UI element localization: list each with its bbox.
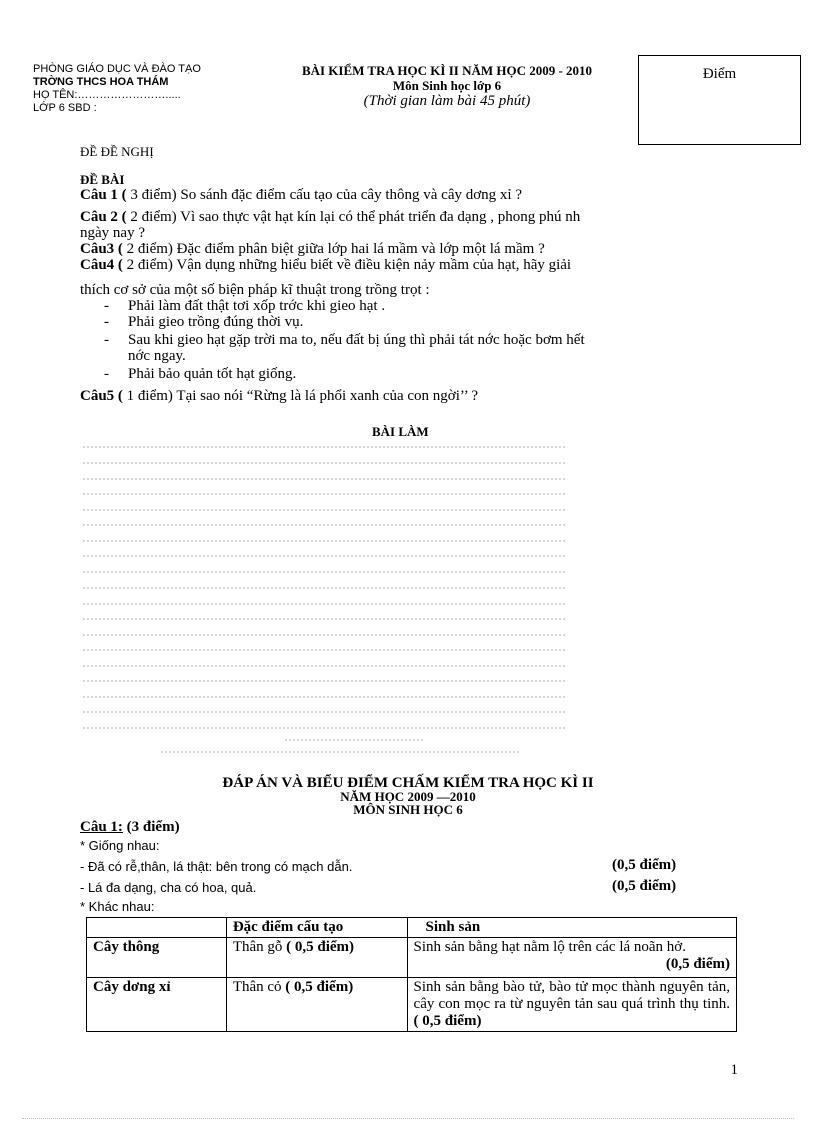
writing-line[interactable]: [82, 727, 566, 729]
score-label: Điểm: [702, 66, 737, 82]
q2-points: 2 điểm): [126, 209, 177, 225]
q1-text: So sánh đặc điểm cấu tạo của cây thông và cây dơng xỉ ?: [176, 187, 522, 203]
answer-q1-points: (3 điểm): [122, 819, 180, 835]
footer-divider: [22, 1118, 794, 1119]
question-1: [80, 187, 522, 203]
table-header-cell: Đặc điểm cấu tạo: [226, 918, 407, 938]
writing-line[interactable]: [82, 665, 566, 667]
writing-line[interactable]: [82, 649, 566, 651]
bullet-item: - Sau khi gieo hạt gặp trời ma to, nếu đất bị úng thì phải tát nớc hoặc bơm hết: [104, 332, 585, 348]
structure-cell: Thân gỗ ( 0,5 điểm): [226, 938, 407, 978]
table-header-cell: [87, 918, 227, 938]
table-header-cell: Sinh sản: [407, 918, 736, 938]
writing-line[interactable]: [82, 696, 566, 698]
question-2-cont: ngày nay ?: [80, 225, 145, 241]
writing-line[interactable]: [82, 571, 566, 573]
answer-q1-label: Câu 1:: [80, 819, 123, 835]
bullet-item-cont: nớc ngay.: [128, 348, 186, 364]
structure-cell: Thân cỏ ( 0,5 điểm): [226, 978, 407, 1032]
writing-line[interactable]: [82, 587, 566, 589]
bullet-item: - Phải bảo quản tốt hạt giống.: [104, 366, 297, 382]
writing-line[interactable]: [82, 524, 566, 526]
writing-line[interactable]: [82, 634, 566, 636]
comparison-table: [86, 917, 737, 1032]
writing-line[interactable]: [82, 493, 566, 495]
department: PHÒNG GIÁO DỤC VÀ ĐÀO TẠO: [33, 63, 201, 75]
class-sbd-field[interactable]: LỚP 6 SBD :: [33, 102, 97, 114]
repro-cell: Sinh sản bằng bào tử, bào tử mọc thành nguyên tản, cây con mọc ra từ nguyên tản sau quá trình thụ tinh. ( 0,5 điểm): [407, 978, 736, 1032]
bullet-item: - Phải làm đất thật tơi xốp trớc khi gieo hạt .: [104, 298, 386, 314]
q3-points: 2 điểm): [122, 241, 173, 257]
writing-line[interactable]: [82, 711, 566, 713]
q4-label: Câu4 (: [80, 257, 123, 273]
school-name: TRỜNG THCS HOA THÁM: [33, 76, 169, 88]
q1-label: Câu 1 (: [80, 187, 127, 203]
exam-title: BÀI KIỂM TRA HỌC KÌ II NĂM HỌC 2009 - 2010: [301, 63, 593, 78]
table-header-row: [87, 918, 737, 938]
writing-line[interactable]: [82, 509, 566, 511]
exam-time: (Thời gian làm bài 45 phút): [363, 93, 531, 109]
page-number: 1: [730, 1062, 738, 1078]
q3-text: Đặc điểm phân biệt giữa lớp hai lá mầm và lớp một lá mầm ?: [172, 241, 545, 257]
answer-year: NĂM HỌC 2009 —2010: [340, 789, 476, 804]
writing-line[interactable]: [82, 618, 566, 620]
bullet-item: - Phải gieo trồng đúng thời vụ.: [104, 314, 304, 330]
exam-subject: Môn Sinh học lớp 6: [392, 78, 502, 93]
answer-title: ĐÁP ÁN VÀ BIỂU ĐIỂM CHẤM KIỂM TRA HỌC KÌ II: [222, 775, 594, 791]
q2-label: Câu 2 (: [80, 209, 127, 225]
q2-text: Vì sao thực vật hạt kín lại có thể phát triển đa dạng , phong phú nh: [176, 209, 581, 225]
same-label: * Giống nhau:: [80, 838, 160, 853]
writing-line[interactable]: [284, 739, 424, 741]
exam-heading: ĐỀ BÀI: [80, 172, 125, 187]
writing-line[interactable]: [82, 540, 566, 542]
same-item: - Đã có rễ,thân, lá thật: bên trong có mạch dẫn.: [80, 859, 353, 874]
question-2: [80, 209, 580, 225]
plant-name: Cây thông: [87, 938, 227, 978]
question-4-cont: thích cơ sở của một số biện pháp kĩ thuật trong trồng trọt :: [80, 282, 430, 298]
diff-label: * Khác nhau:: [80, 899, 155, 914]
table-row: [87, 978, 737, 1032]
repro-cell: Sinh sản bằng hạt nằm lộ trên các lá noãn hở. (0,5 điểm): [407, 938, 736, 978]
same-item-score: (0,5 điểm): [612, 878, 677, 894]
answer-subject: MÔN SINH HỌC 6: [353, 802, 463, 817]
same-item: - Lá đa dạng, cha có hoa, quả.: [80, 880, 257, 895]
table-row: [87, 938, 737, 978]
same-item-score: (0,5 điểm): [612, 857, 677, 873]
header-left: [33, 63, 201, 115]
score-box[interactable]: [638, 55, 801, 145]
question-3: [80, 241, 545, 257]
writing-line[interactable]: [82, 603, 566, 605]
q1-points: 3 điểm): [126, 187, 177, 203]
q5-points: 1 điểm): [122, 388, 173, 404]
work-heading: BÀI LÀM: [372, 424, 429, 439]
question-4: [80, 257, 571, 273]
writing-line[interactable]: [82, 555, 566, 557]
student-name-field[interactable]: HỌ TÊN:…………………….....: [33, 89, 181, 101]
proposal-label: ĐỀ ĐỀ NGHỊ: [80, 144, 154, 159]
question-5: [80, 388, 478, 404]
q4-points: 2 điểm): [122, 257, 173, 273]
writing-line[interactable]: [82, 478, 566, 480]
writing-line[interactable]: [82, 446, 566, 448]
writing-line[interactable]: [160, 751, 520, 753]
q5-text: Tại sao nói “Rừng là lá phổi xanh của con ngời’’ ?: [172, 388, 479, 404]
q4-text: Vận dụng những hiểu biết về điều kiện nảy mầm của hạt, hãy giải: [172, 257, 572, 273]
plant-name: Cây dơng xỉ: [87, 978, 227, 1032]
writing-line[interactable]: [82, 462, 566, 464]
q5-label: Câu5 (: [80, 388, 123, 404]
q3-label: Câu3 (: [80, 241, 123, 257]
exam-title-block: [262, 63, 632, 110]
writing-line[interactable]: [82, 680, 566, 682]
answer-q1-heading: [80, 819, 180, 836]
